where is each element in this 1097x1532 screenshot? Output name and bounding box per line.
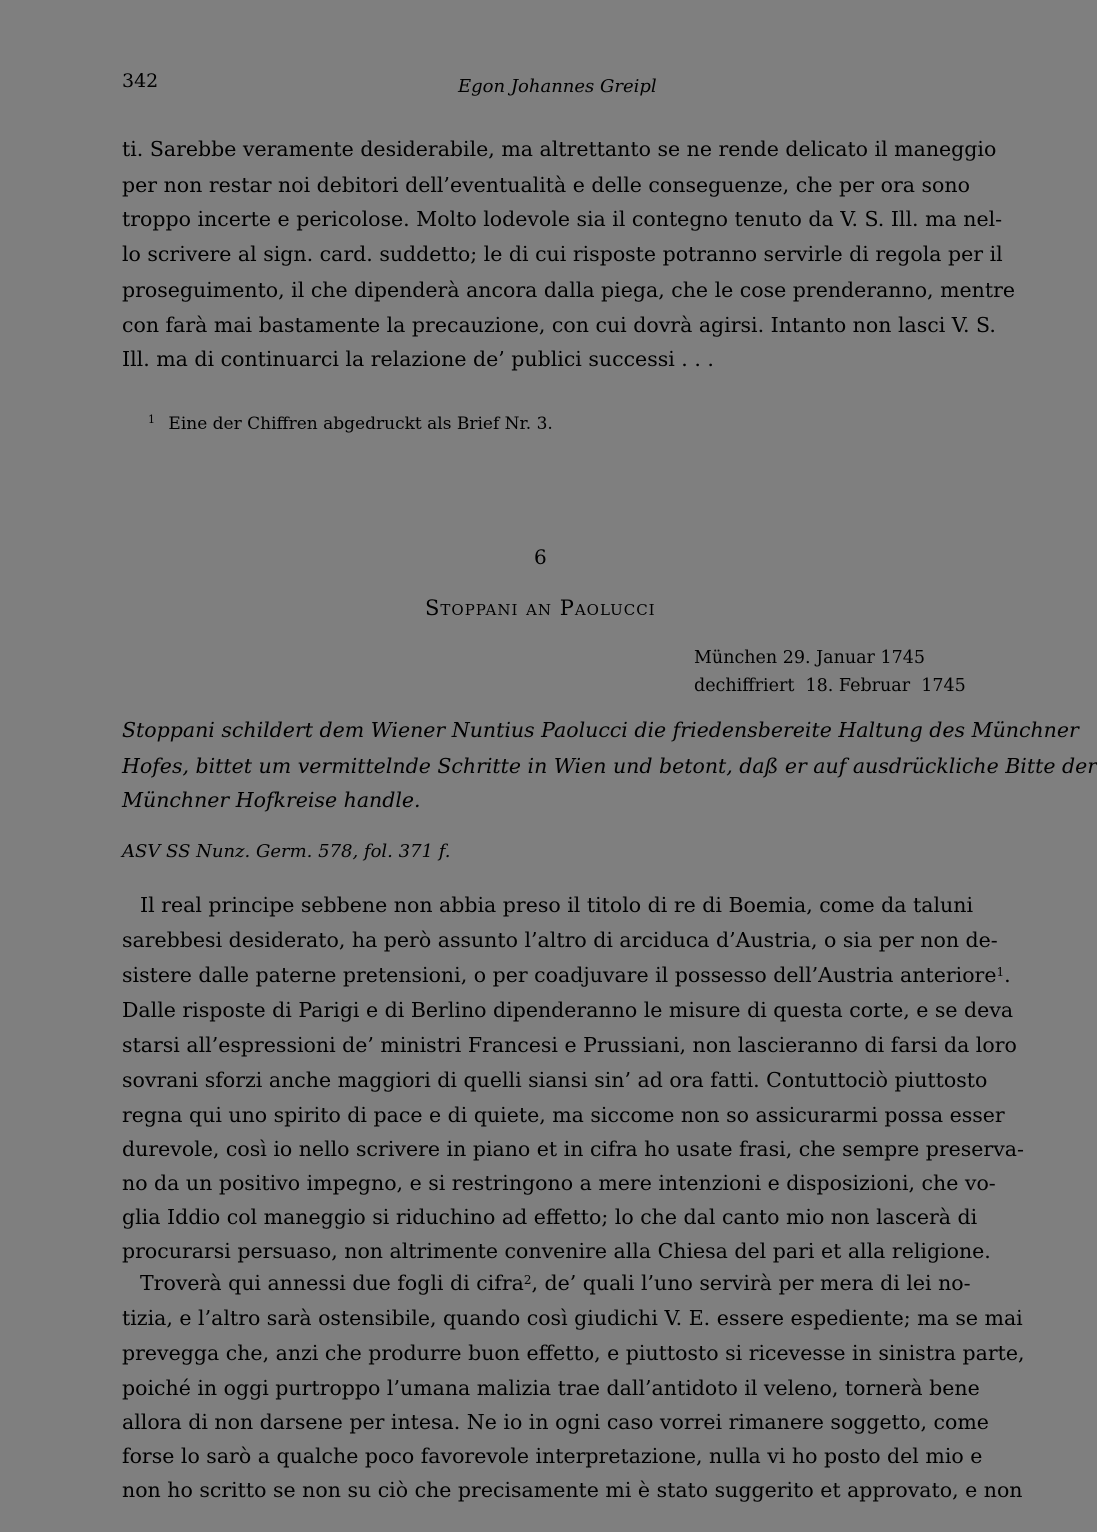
- text-line: no da un positivo impegno, e si restringono a mere intenzioni e disposizioni, che vo-: [122, 1171, 996, 1195]
- text-line: durevole, così io nello scrivere in piano et in cifra ho usate frasi, che sempre preserva-: [122, 1137, 1024, 1161]
- summary-line: Hofes, bittet um vermittelnde Schritte in Wien und betont, daß er auf ausdrückliche Bitte der: [122, 754, 1097, 778]
- text-line: per non restar noi debitori dell’eventualità e delle conseguenze, che per ora sono: [122, 173, 970, 197]
- footnote-marker: 1: [148, 413, 155, 426]
- text-line: procurarsi persuaso, non altrimente convenire alla Chiesa del pari et alla religione.: [122, 1239, 991, 1263]
- deciphered-date: dechiffriert 18. Februar 1745: [694, 676, 966, 696]
- summary-line: Münchner Hofkreise handle.: [122, 788, 421, 812]
- footnote-ref: 1: [996, 965, 1005, 979]
- footnote-text: Eine der Chiffren abgedruckt als Brief Nr. 3.: [168, 414, 553, 434]
- text-line: con farà mai bastamente la precauzione, con cui dovrà agirsi. Intanto non lasci V. S.: [122, 313, 996, 337]
- text-line: proseguimento, il che dipenderà ancora dalla piega, che le cose prenderanno, mentre: [122, 278, 1016, 302]
- text-line: sarebbesi desiderato, ha però assunto l’altro di arciduca d’Austria, o sia per non de-: [122, 928, 998, 952]
- archival-source: ASV SS Nunz. Germ. 578, fol. 371 f.: [122, 841, 451, 862]
- text-line: starsi all’espressioni de’ ministri Francesi e Prussiani, non lascieranno di farsi da loro: [122, 1033, 1017, 1057]
- text-line: glia Iddio col maneggio si riduchino ad effetto; lo che dal canto mio non lascerà di: [122, 1205, 978, 1229]
- text-line: tizia, e l’altro sarà ostensibile, quando così giudichi V. E. essere espediente; ma se mai: [122, 1306, 1023, 1330]
- running-title: Egon Johannes Greipl: [458, 76, 657, 97]
- text-line: sistere dalle paterne pretensioni, o per coadjuvare il possesso dell’Austria anteriore$^1$.: [122, 963, 1011, 987]
- text-line: Troverà qui annessi due fogli di cifra$^2$, de’ quali l’uno servirà per mera di lei no-: [140, 1271, 971, 1295]
- text-line: ti. Sarebbe veramente desiderabile, ma altrettanto se ne rende delicato il maneggio: [122, 137, 997, 161]
- letter-number: 6: [534, 545, 547, 569]
- text-line: regna qui uno spirito di pace e di quiete, ma siccome non so assicurarmi possa esser: [122, 1103, 1005, 1127]
- text-line: lo scrivere al sign. card. suddetto; le di cui risposte potranno servirle di regola per il: [122, 242, 1003, 266]
- text-line: sovrani sforzi anche maggiori di quelli siansi sin’ ad ora fatti. Contuttociò piuttosto: [122, 1068, 988, 1092]
- text-line: allora di non darsene per intesa. Ne io in ogni caso vorrei rimanere soggetto, come: [122, 1410, 989, 1434]
- summary-line: Stoppani schildert dem Wiener Nuntius Paolucci die friedensbereite Haltung des Münchner: [122, 718, 1079, 742]
- text-line: forse lo sarò a qualche poco favorevole interpretazione, nulla vi ho posto del mio e: [122, 1444, 983, 1468]
- text-line: prevegga che, anzi che produrre buon effetto, e piuttosto si ricevesse in sinistra parte,: [122, 1341, 1025, 1365]
- text-line: troppo incerte e pericolose. Molto lodevole sia il contegno tenuto da V. S. Ill. ma nel-: [122, 207, 1003, 231]
- text-line: poiché in oggi purtroppo l’umana malizia trae dall’antidoto il veleno, tornerà bene: [122, 1376, 980, 1400]
- place-date: München 29. Januar 1745: [694, 648, 926, 668]
- page-number: 342: [122, 70, 159, 92]
- footnote: [148, 414, 553, 434]
- letter-title: Stoppani an Paolucci: [425, 596, 656, 620]
- text-line: non ho scritto se non su ciò che precisamente mi è stato suggerito et approvato, e non: [122, 1478, 1023, 1502]
- text-line: Il real principe sebbene non abbia preso il titolo di re di Boemia, come da taluni: [140, 893, 974, 917]
- text-line: Dalle risposte di Parigi e di Berlino dipenderanno le misure di questa corte, e se deva: [122, 998, 1014, 1022]
- footnote-ref: 2: [523, 1273, 532, 1287]
- text-line: Ill. ma di continuarci la relazione de’ publici successi . . .: [122, 347, 714, 371]
